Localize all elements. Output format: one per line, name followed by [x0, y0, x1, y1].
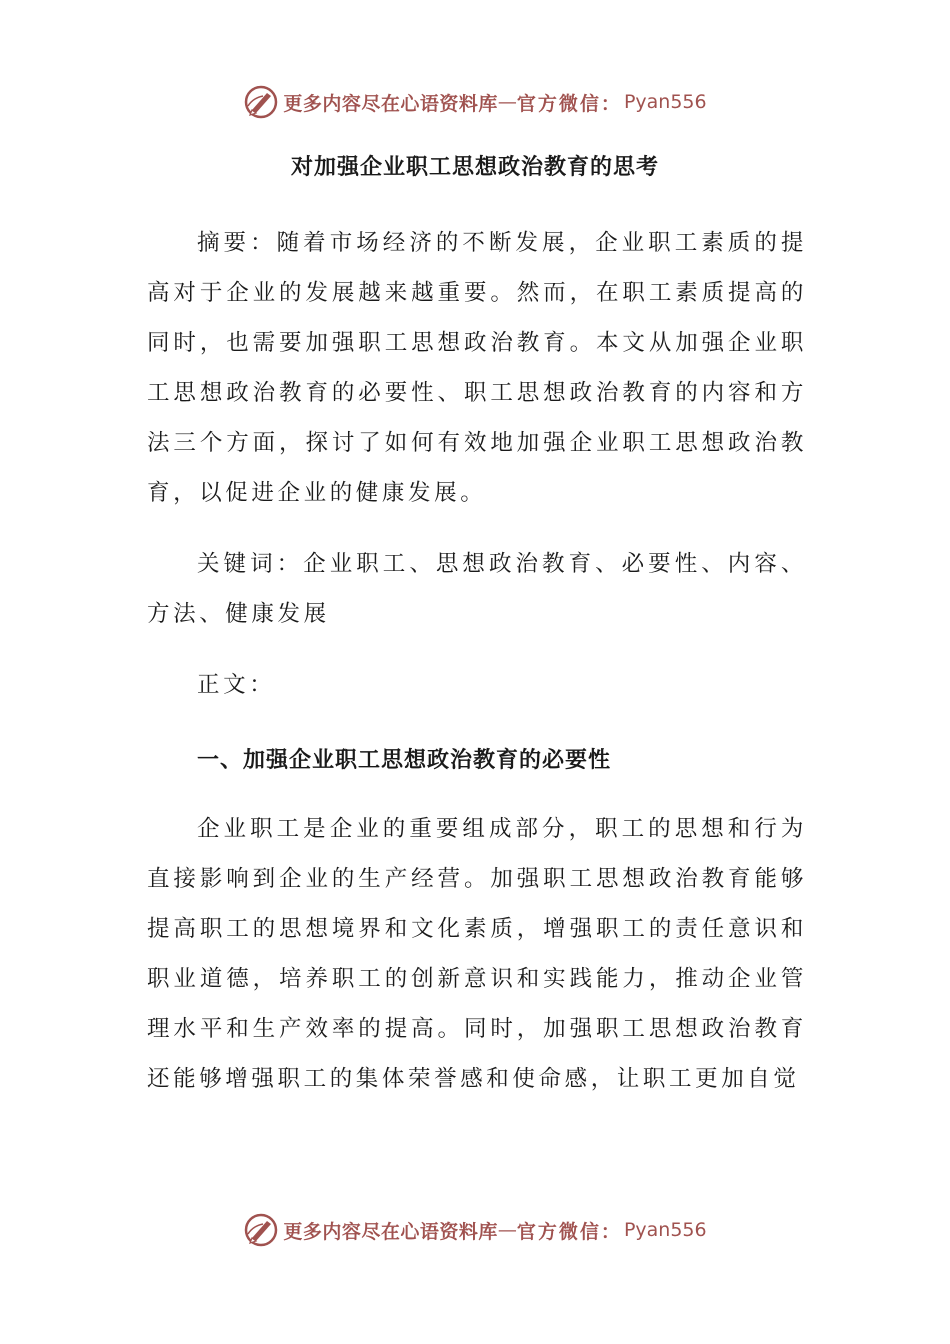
body-label: 正文： [197, 672, 276, 698]
section1-heading: 一、加强企业职工思想政治教育的必要性 [197, 748, 612, 773]
watermark-banner-bottom [0, 1208, 950, 1252]
section1-paragraph: 企业职工是企业的重要组成部分，职工的思想和行为直接影响到企业的生产经营。加强职工思想政治教育能够提高职工的思想境界和文化素质，增强职工的责任意识和职业道德，培养职工的创新意识和实践能力，推动企业管理水平和生产效率的提高。同时，加强职工思想政治教育还能够增强职工的集体荣誉感和使命感，让职工更加自觉 [147, 816, 807, 1092]
watermark-label: 官方微信： [516, 92, 622, 115]
watermark-wechat-id: Pyan556 [623, 91, 707, 113]
pen-circle-logo-icon [243, 1212, 279, 1248]
keywords-paragraph: 关键词：企业职工、思想政治教育、必要性、内容、方法、健康发展 [147, 551, 807, 627]
watermark-banner-top [0, 80, 950, 124]
watermark-dash: — [497, 1219, 517, 1241]
pen-circle-logo-icon [243, 84, 279, 120]
watermark-label: 官方微信： [516, 1220, 622, 1243]
watermark-site-text: 更多内容尽在心语资料库 [283, 92, 498, 115]
watermark-dash: — [497, 91, 517, 113]
watermark-site-text: 更多内容尽在心语资料库 [283, 1220, 498, 1243]
document-title: 对加强企业职工思想政治教育的思考 [290, 155, 659, 180]
abstract-paragraph: 摘要：随着市场经济的不断发展，企业职工素质的提高对于企业的发展越来越重要。然而，在职工素质提高的同时，也需要加强职工思想政治教育。本文从加强企业职工思想政治教育的必要性、职工思想政治教育的内容和方法三个方面，探讨了如何有效地加强企业职工思想政治教育，以促进企业的健康发展。 [147, 230, 807, 506]
watermark-wechat-id: Pyan556 [623, 1219, 707, 1241]
